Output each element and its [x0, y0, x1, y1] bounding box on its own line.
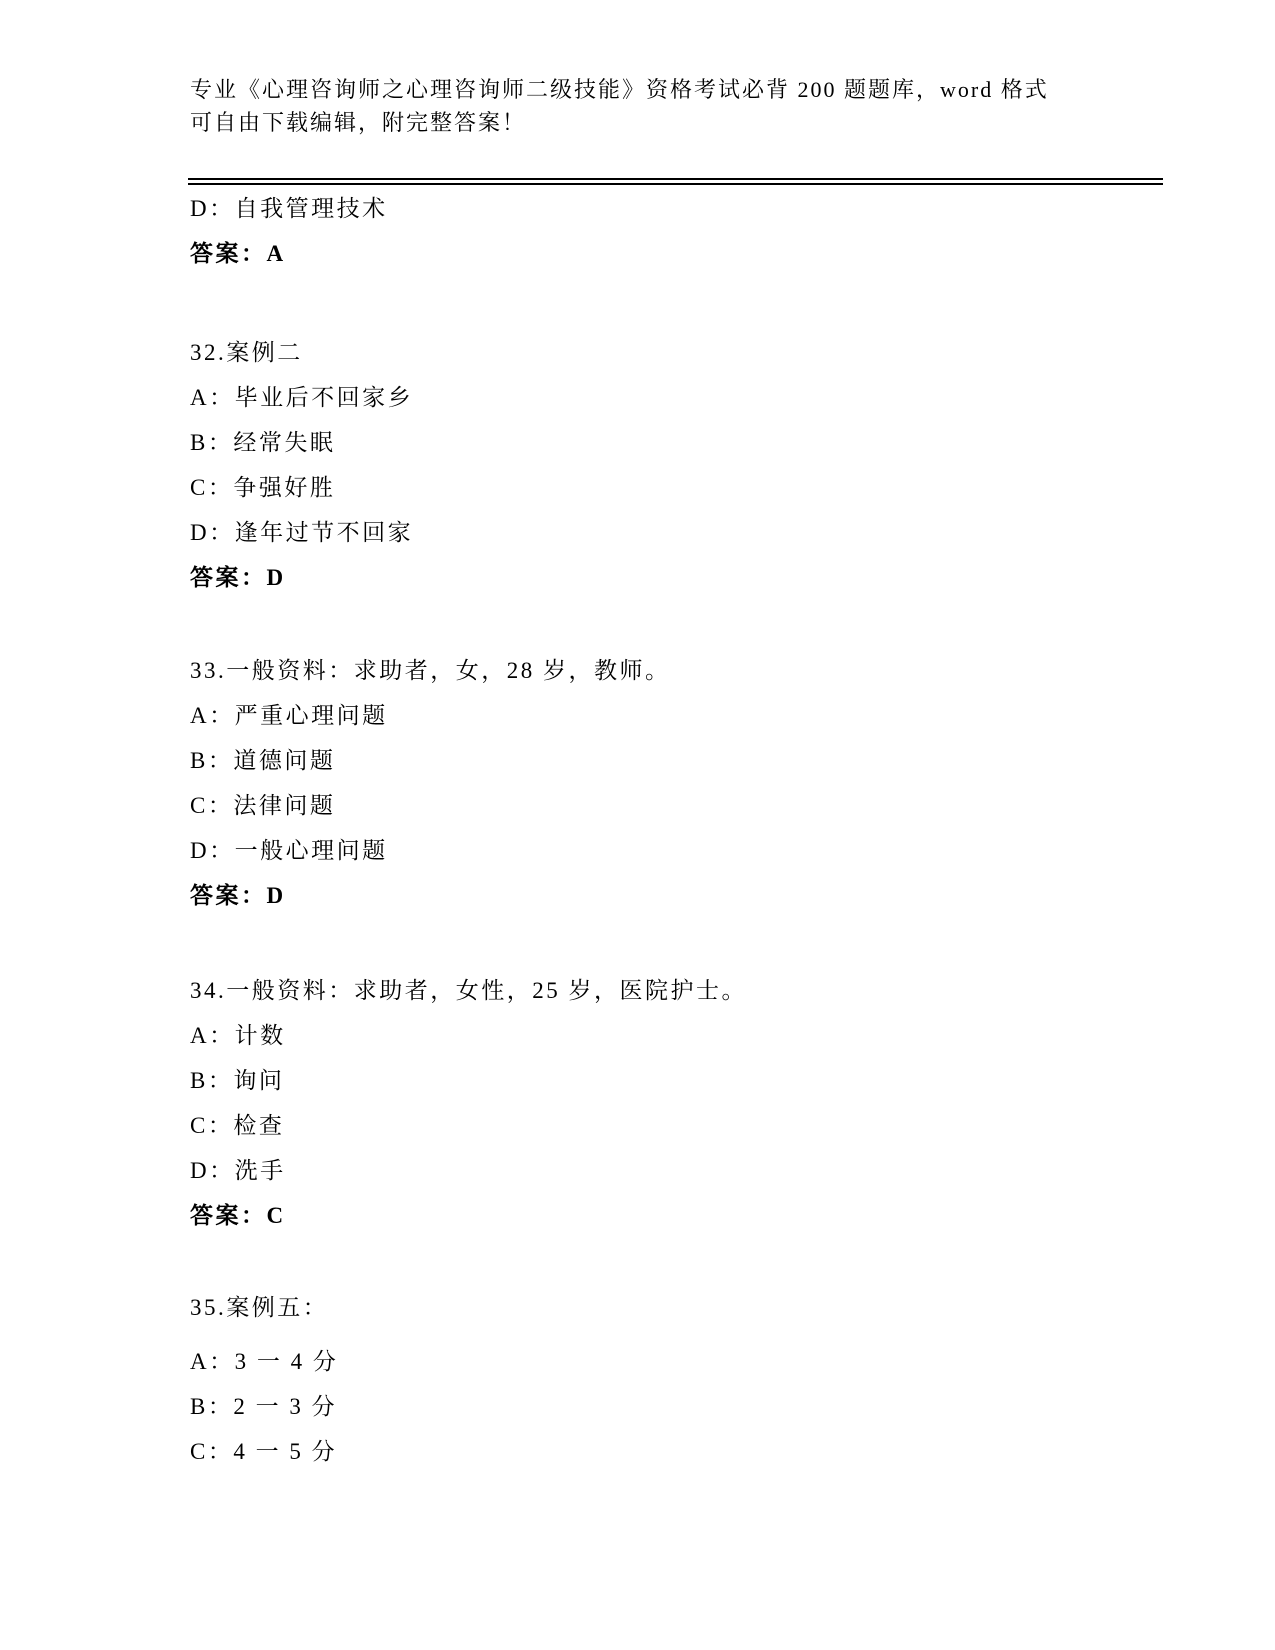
- header-divider: [188, 178, 1163, 185]
- question-32-answer: 答案：D: [190, 565, 286, 590]
- doc-header-line-2: 可自由下载编辑，附完整答案！: [190, 110, 527, 135]
- prev-question-tail: [190, 186, 388, 276]
- prev-question-option-d: D：自我管理技术: [190, 196, 388, 221]
- question-33-answer: 答案：D: [190, 883, 286, 908]
- question-35-option-c: C：4 一 5 分: [190, 1439, 338, 1464]
- question-32-option-b: B：经常失眠: [190, 430, 336, 455]
- question-35-option-a: A：3 一 4 分: [190, 1349, 339, 1374]
- question-35-options: [190, 1339, 338, 1474]
- doc-header-line-1: 专业《心理咨询师之心理咨询师二级技能》资格考试必背 200 题题库，word 格式: [190, 77, 1049, 102]
- doc-header: [190, 73, 1120, 139]
- question-33-option-a: A：严重心理问题: [190, 703, 388, 728]
- question-33-option-b: B：道德问题: [190, 748, 336, 773]
- question-32-option-d: D：逢年过节不回家: [190, 520, 414, 545]
- question-34-option-c: C：检查: [190, 1113, 285, 1138]
- question-35-title-block: [190, 1285, 328, 1330]
- question-34-title: 34.一般资料：求助者，女性，25 岁，医院护士。: [190, 978, 747, 1003]
- question-33: [190, 648, 671, 918]
- question-32-title: 32.案例二: [190, 340, 303, 365]
- question-34-option-d: D：洗手: [190, 1158, 286, 1183]
- prev-question-answer: 答案：A: [190, 241, 286, 266]
- question-33-option-c: C：法律问题: [190, 793, 336, 818]
- question-34-answer: 答案：C: [190, 1203, 286, 1228]
- question-32-option-a: A：毕业后不回家乡: [190, 385, 414, 410]
- question-33-title: 33.一般资料：求助者，女，28 岁，教师。: [190, 658, 671, 683]
- question-35-title: 35.案例五：: [190, 1295, 329, 1320]
- question-32: [190, 330, 413, 600]
- question-32-option-c: C：争强好胜: [190, 475, 336, 500]
- question-35-option-b: B：2 一 3 分: [190, 1394, 338, 1419]
- question-34-option-a: A：计数: [190, 1023, 286, 1048]
- question-34: [190, 968, 747, 1238]
- question-33-option-d: D：一般心理问题: [190, 838, 388, 863]
- question-34-option-b: B：询问: [190, 1068, 285, 1093]
